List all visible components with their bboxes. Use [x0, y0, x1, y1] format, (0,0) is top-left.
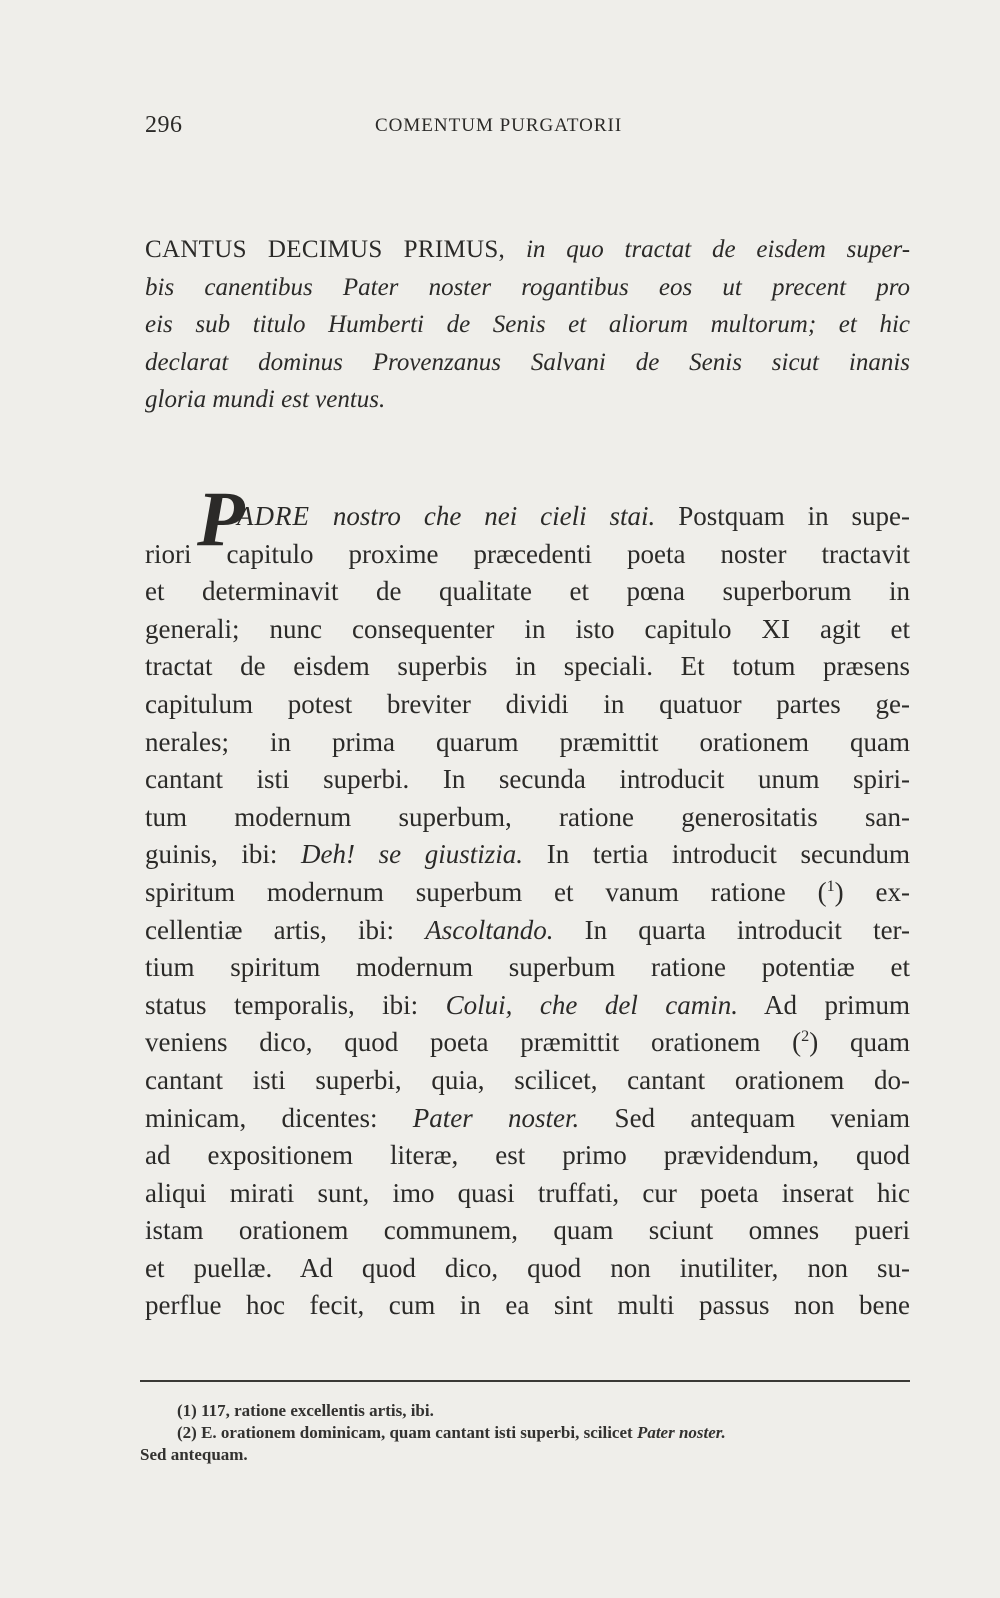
body-line: riori capitulo proxime præcedenti poeta noster tractavit [145, 538, 910, 569]
body-line: cantant isti superbi. In secunda introducit unum spiri- [145, 764, 910, 795]
chapter-label: CANTUS DECIMUS PRIMUS, [145, 236, 506, 263]
body-line: aliqui mirati sunt, imo quasi truffati, cur poeta inserat hic [145, 1177, 910, 1208]
opening-rest: Postquam in supe- [678, 501, 911, 531]
footnote-italic: Pater noster. [636, 1423, 726, 1442]
body-line [145, 498, 910, 536]
quote-pater-noster: Pater noster. [412, 1102, 580, 1133]
body-line: generali; nunc consequenter in isto capitulo XI agit et [145, 613, 910, 644]
body-line [145, 912, 910, 950]
page-number: 296 [145, 112, 183, 138]
body-line: et puellæ. Ad quod dico, quod non inutiliter, non su- [145, 1252, 910, 1283]
chapter-desc-line: declarat dominus Provenzanus Salvani de Senis sicut inanis [145, 348, 910, 376]
footnote-1 [140, 1400, 910, 1422]
text-run: guinis, ibi: [145, 839, 278, 870]
text-run: veniens dico, quod poeta præmittit orationem ( [145, 1027, 802, 1058]
chapter-desc-line: gloria mundi est ventus. [145, 386, 386, 414]
text-run: In tertia introducit secundum [546, 839, 911, 870]
body-line [145, 987, 910, 1025]
footnote-2-cont: Sed antequam. [140, 1445, 248, 1464]
footnote-text: E. orationem dominicam, quam cantant isti superbi, scilicet [201, 1423, 633, 1442]
body-line [145, 874, 910, 912]
footnote-text: 117, ratione excellentis artis, ibi. [201, 1401, 434, 1420]
text-run: In quarta introducit ter- [584, 914, 910, 945]
footnotes [140, 1400, 910, 1466]
quote-deh: Deh! se giustizia. [301, 839, 524, 870]
body-line [145, 836, 910, 874]
body-line: ad expositionem literæ, est primo prævidendum, quod [145, 1140, 910, 1171]
body-line: capitulum potest breviter dividi in quatuor partes ge- [145, 688, 910, 719]
body-line: cantant isti superbi, quia, scilicet, cantant orationem do- [145, 1064, 910, 1095]
chapter-heading-line [145, 232, 910, 270]
text-run: ) quam [809, 1027, 910, 1058]
body-line: tractat de eisdem superbis in speciali. Et totum præsens [145, 651, 910, 682]
opening-italic: nostro che nei cieli stai. [332, 501, 656, 531]
footnote-divider [140, 1380, 910, 1382]
body-line: tum modernum superbum, ratione generositatis san- [145, 801, 910, 832]
body-line: tium spiritum modernum superbum ratione potentiæ et [145, 952, 910, 983]
footnote-2 [140, 1422, 910, 1444]
chapter-desc-line: bis canentibus Pater noster rogantibus eos ut precent pro [145, 273, 910, 301]
body-line [145, 1024, 910, 1062]
text-run: Sed antequam veniam [614, 1102, 911, 1133]
footnote-ref-1[interactable]: 1 [826, 876, 835, 895]
footnote-ref-2[interactable]: 2 [801, 1027, 810, 1046]
body-line: et determinavit de qualitate et pœna superborum in [145, 576, 910, 607]
running-head: COMENTUM PURGATORII [375, 115, 623, 136]
drop-cap: P [197, 475, 245, 562]
quote-colui: Colui, che del camin. [445, 989, 739, 1020]
text-run: Ad primum [764, 989, 911, 1020]
chapter-heading [145, 232, 910, 420]
chapter-desc-line: eis sub titulo Humberti de Senis et aliorum multorum; et hic [145, 311, 910, 339]
quote-ascoltando: Ascoltando. [425, 914, 554, 945]
page-header [145, 112, 910, 144]
footnote-mark: (2) [177, 1423, 197, 1442]
text-run: ) ex- [834, 876, 911, 907]
body-line [145, 1100, 910, 1138]
body-text [145, 498, 910, 1325]
opening-smallcaps: ADRE [237, 501, 310, 531]
text-run: minicam, dicentes: [145, 1102, 378, 1133]
text-run: cellentiæ artis, ibi: [145, 914, 395, 945]
chapter-desc-line: in quo tractat de eisdem super- [525, 236, 911, 263]
text-run: spiritum modernum superbum et vanum ratione ( [145, 876, 827, 907]
body-line: istam orationem communem, quam sciunt omnes pueri [145, 1215, 910, 1246]
body-line: perflue hoc fecit, cum in ea sint multi passus non bene [145, 1290, 910, 1321]
body-line: nerales; in prima quarum præmittit orationem quam [145, 726, 910, 757]
footnote-mark: (1) [177, 1401, 197, 1420]
text-run: status temporalis, ibi: [145, 989, 419, 1020]
